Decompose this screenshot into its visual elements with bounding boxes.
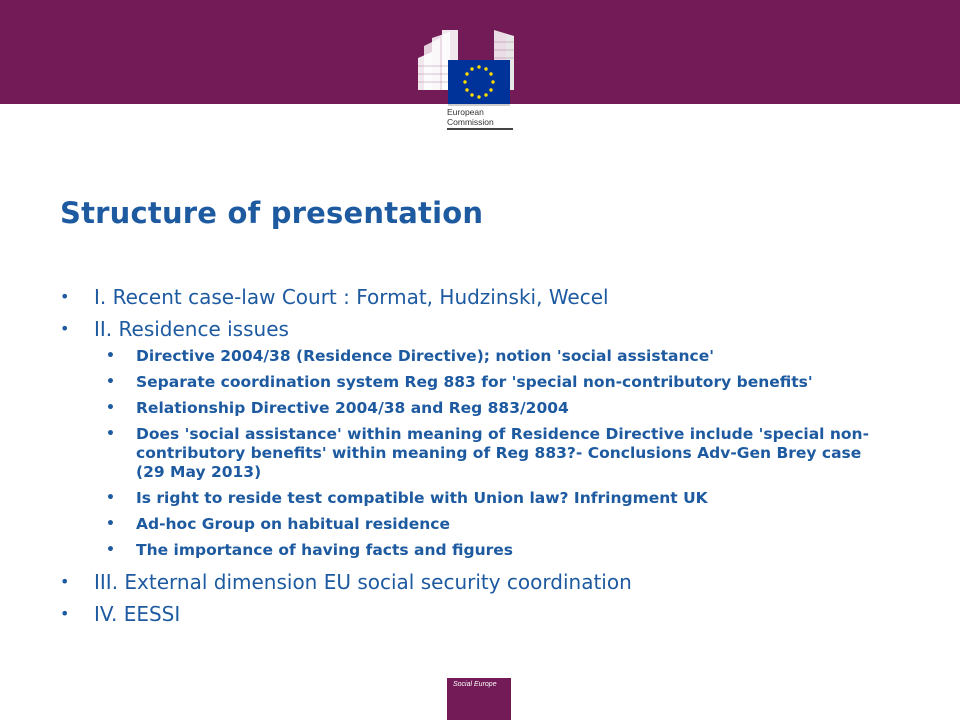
sub-list-item — [60, 373, 890, 392]
sub-item-text: Separate coordination system Reg 883 for 'special non-contributory benefits' — [136, 373, 813, 391]
bullet-icon: • — [106, 542, 115, 558]
sub-list-item — [60, 489, 890, 508]
sub-list-item — [60, 399, 890, 418]
sub-list-item — [60, 425, 890, 482]
slide-content — [60, 283, 890, 632]
logo-text-line1: European — [447, 107, 484, 117]
bullet-icon: • — [106, 348, 115, 364]
list-item-text: III. External dimension EU social security coordination — [94, 570, 632, 594]
sub-item-text: Relationship Directive 2004/38 and Reg 883/2004 — [136, 399, 569, 417]
list-item-text: I. Recent case-law Court : Format, Hudzinski, Wecel — [94, 285, 609, 309]
list-item — [60, 568, 890, 596]
bullet-icon: • — [106, 426, 115, 442]
bullet-icon: • — [106, 490, 115, 506]
sub-item-text: Is right to reside test compatible with Union law? Infringment UK — [136, 489, 708, 507]
list-item — [60, 315, 890, 343]
sub-list — [60, 347, 890, 560]
sub-item-text: Ad-hoc Group on habitual residence — [136, 515, 450, 533]
sub-list-item — [60, 347, 890, 366]
logo-divider — [447, 128, 513, 130]
slide-title: Structure of presentation — [60, 196, 484, 230]
social-europe-logo — [447, 678, 511, 720]
bullet-icon: • — [60, 572, 70, 591]
logo-text-line2: Commission — [447, 117, 494, 127]
logo-caption — [447, 107, 513, 127]
sub-item-text: The importance of having facts and figures — [136, 541, 514, 559]
list-item-text: II. Residence issues — [94, 317, 289, 341]
bullet-icon: • — [106, 374, 115, 390]
bullet-icon: • — [106, 400, 115, 416]
bullet-icon: • — [60, 319, 70, 338]
bullet-icon: • — [60, 604, 70, 623]
list-item-text: IV. EESSI — [94, 602, 181, 626]
bullet-icon: • — [106, 516, 115, 532]
list-item — [60, 600, 890, 628]
sub-list-item — [60, 515, 890, 534]
list-item — [60, 283, 890, 311]
sub-item-text: Does 'social assistance' within meaning of Residence Directive include 'special non-contributory benefits' within meaning of Reg 883?- Conclusions Adv-Gen Brey case (29 May 2013) — [136, 425, 870, 481]
footer-logo-text: Social Europe — [453, 681, 497, 688]
sub-item-text: Directive 2004/38 (Residence Directive); notion 'social assistance' — [136, 347, 714, 365]
sub-list-item — [60, 541, 890, 560]
bullet-icon: • — [60, 287, 70, 306]
